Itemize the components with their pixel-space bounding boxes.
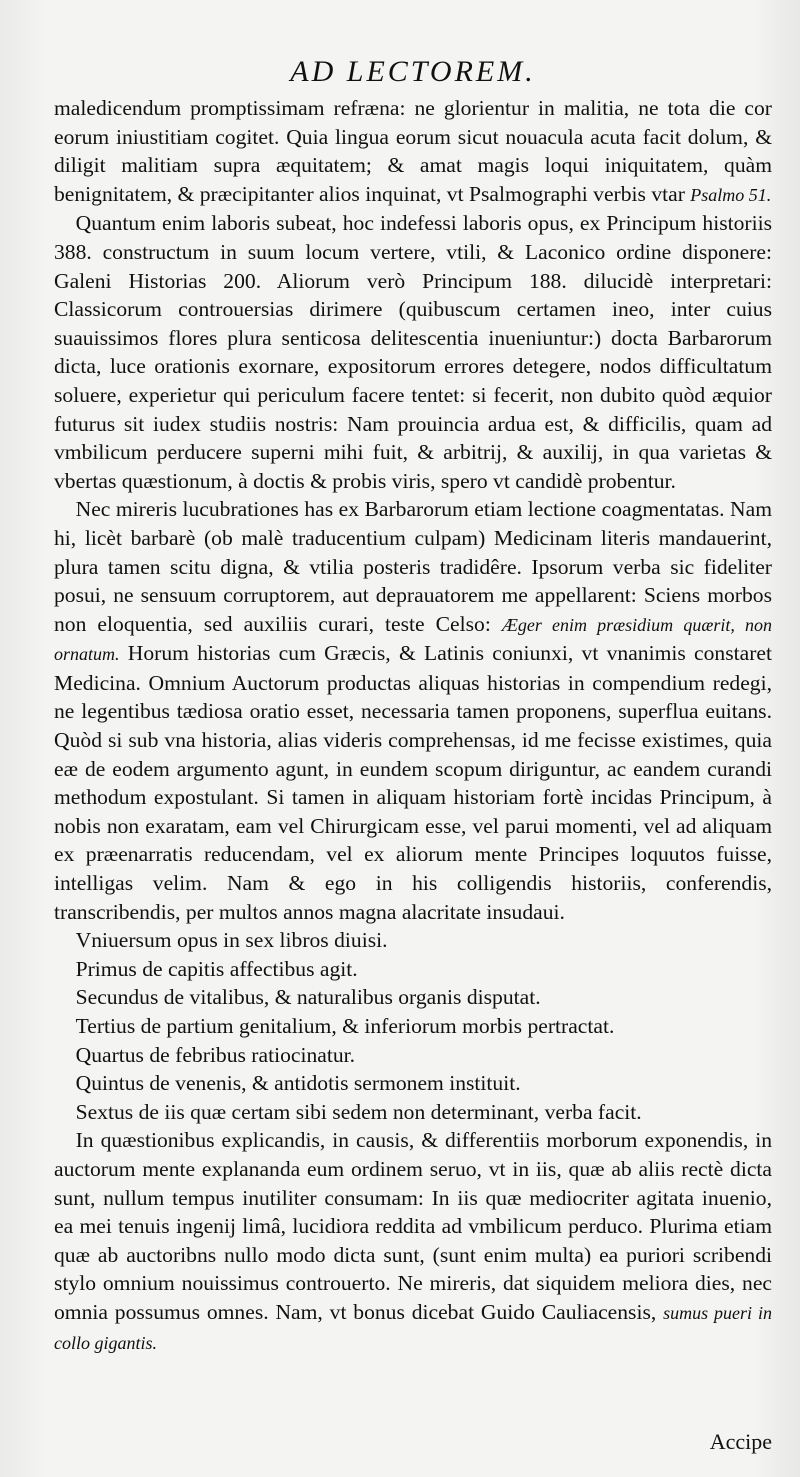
text-run: Quantum enim laboris subeat, hoc indefessi laboris opus, ex Principum historiis 388. constructum in suum locum vertere, vtili, & Laconico ordine disponere: Galeni Historias 200. Aliorum verò Principum 188. dilucidè interpretari: Classicorum controuersias dirimere (quibuscum certamen ineo, inter cuius suauissimos flores plura senticosa delitescentia inueniuntur:) docta Barbarorum dicta, luce orationis exornare, expositorum errores detegere, nodos difficultatum soluere, experietur qui periculum facere tentet: si fecerit, non dubito quòd æquior futurus sit iudex studiis nostris: Nam prouincia ardua est, & difficilis, quam ad vmbilicum perducere superni mihi fuit, & arbitrij, & auxilij, in qua varietas & vbertas quæstionum, à doctis & probis viris, spero vt candidè probentur.: [54, 211, 772, 493]
body-text: [54, 94, 772, 1357]
paragraph-1: [54, 94, 772, 209]
book-list-item: Quartus de febribus ratiocinatur.: [75, 1042, 356, 1067]
book-list-item: Vniuersum opus in sex libros diuisi.: [75, 928, 388, 953]
text-run: Horum historias cum Græcis, & Latinis coniunxi, vt vnanimis constaret Medicina. Omnium Auctorum productas aliquas historias in compendium redegi, ne legentibus tædiosa oratio esset, necessaria tamen proponens, superflua euitans. Quòd si sub vna historia, alias videris comprehensas, id me fecisse existimes, quia eæ de eodem argumento agunt, in eundem scopum diriguntur, ac eandem curandi methodum expostulant. Si tamen in aliquam historiam fortè incidas Principum, à nobis non exaratam, eam vel Chirurgicam esse, vel parui momenti, vel ad aliquam ex præenarratis reducendam, vel ex aliorum mente Principes loquutos fuisse, intelligas velim. Nam & ego in his colligendis historiis, conferendis, transcribendis, per multos annos magna alacritate insudaui.: [54, 641, 772, 924]
text-run-italic: Æger enim præsidium quærit, non ornatum.: [54, 614, 772, 665]
catchword: Accipe: [709, 1429, 772, 1454]
book-list-item: Quintus de venenis, & antidotis sermonem instituit.: [75, 1071, 521, 1096]
book-list-item: Tertius de partium genitalium, & inferiorum morbis pertractat.: [75, 1014, 615, 1038]
book-list-item: Sextus de iis quæ certam sibi sedem non determinant, verba facit.: [75, 1099, 642, 1124]
book-list-item: Primus de capitis affectibus agit.: [75, 956, 358, 981]
text-run-italic: Psalmo 51.: [690, 184, 772, 205]
text-run: In quæstionibus explicandis, in causis, & differentiis morborum exponendis, in auctorum mente explananda eum ordinem seruo, vt in iis, quæ ab aliis rectè dicta sunt, nullum tempus inutiliter consumam: In iis quæ mediocriter agitata inuenio, ea mei tenuis ingenij limâ, lucidiora reddita ad vmbilicum perduco. Plurima etiam quæ ab auctoribns nullo modo dicta sunt, (sunt enim multa) ea puriori scribendi stylo omnium nouissimus controuerto. Ne mireris, dat siquidem meliora dies, nec omnia possumus omnes. Nam, vt bonus dicebat Guido Cauliacensis,: [54, 1128, 772, 1324]
running-head: AD LECTOREM.: [290, 55, 536, 88]
paragraph-final: [54, 1126, 772, 1357]
book-list: [54, 926, 772, 1126]
text-run: Nec mireris lucubrationes has ex Barbarorum etiam lectione coagmentatas. Nam hi, licèt barbarè (ob malè traducentium culpam) Medicinam literis mandauerint, plura tamen scitu digna, & vtilia posteris tradidêre. Ipsorum verba sic fideliter posui, ne sensuum corruptorem, aut deprauatorem me appellarent: Sciens morbos non eloquentia, sed auxiliis curari, teste Celso:: [54, 497, 772, 636]
book-list-item: Secundus de vitalibus, & naturalibus organis disputat.: [75, 985, 541, 1010]
text-run-italic: sumus pueri in collo gigantis.: [54, 1302, 772, 1353]
paragraph-2: [54, 209, 772, 495]
paragraph-3: [54, 495, 772, 926]
text-run: maledicendum promptissimam refræna: ne glorientur in malitia, ne tota die cor eorum iniustitiam cogitet. Quia lingua eorum sicut nouacula acuta facit dolum, & diligit malitiam supra æquitatem; & amat magis loqui iniquitatem, quàm benignitatem, & præcipitanter alios inquinat, vt Psalmographi verbis vtar: [54, 96, 772, 206]
